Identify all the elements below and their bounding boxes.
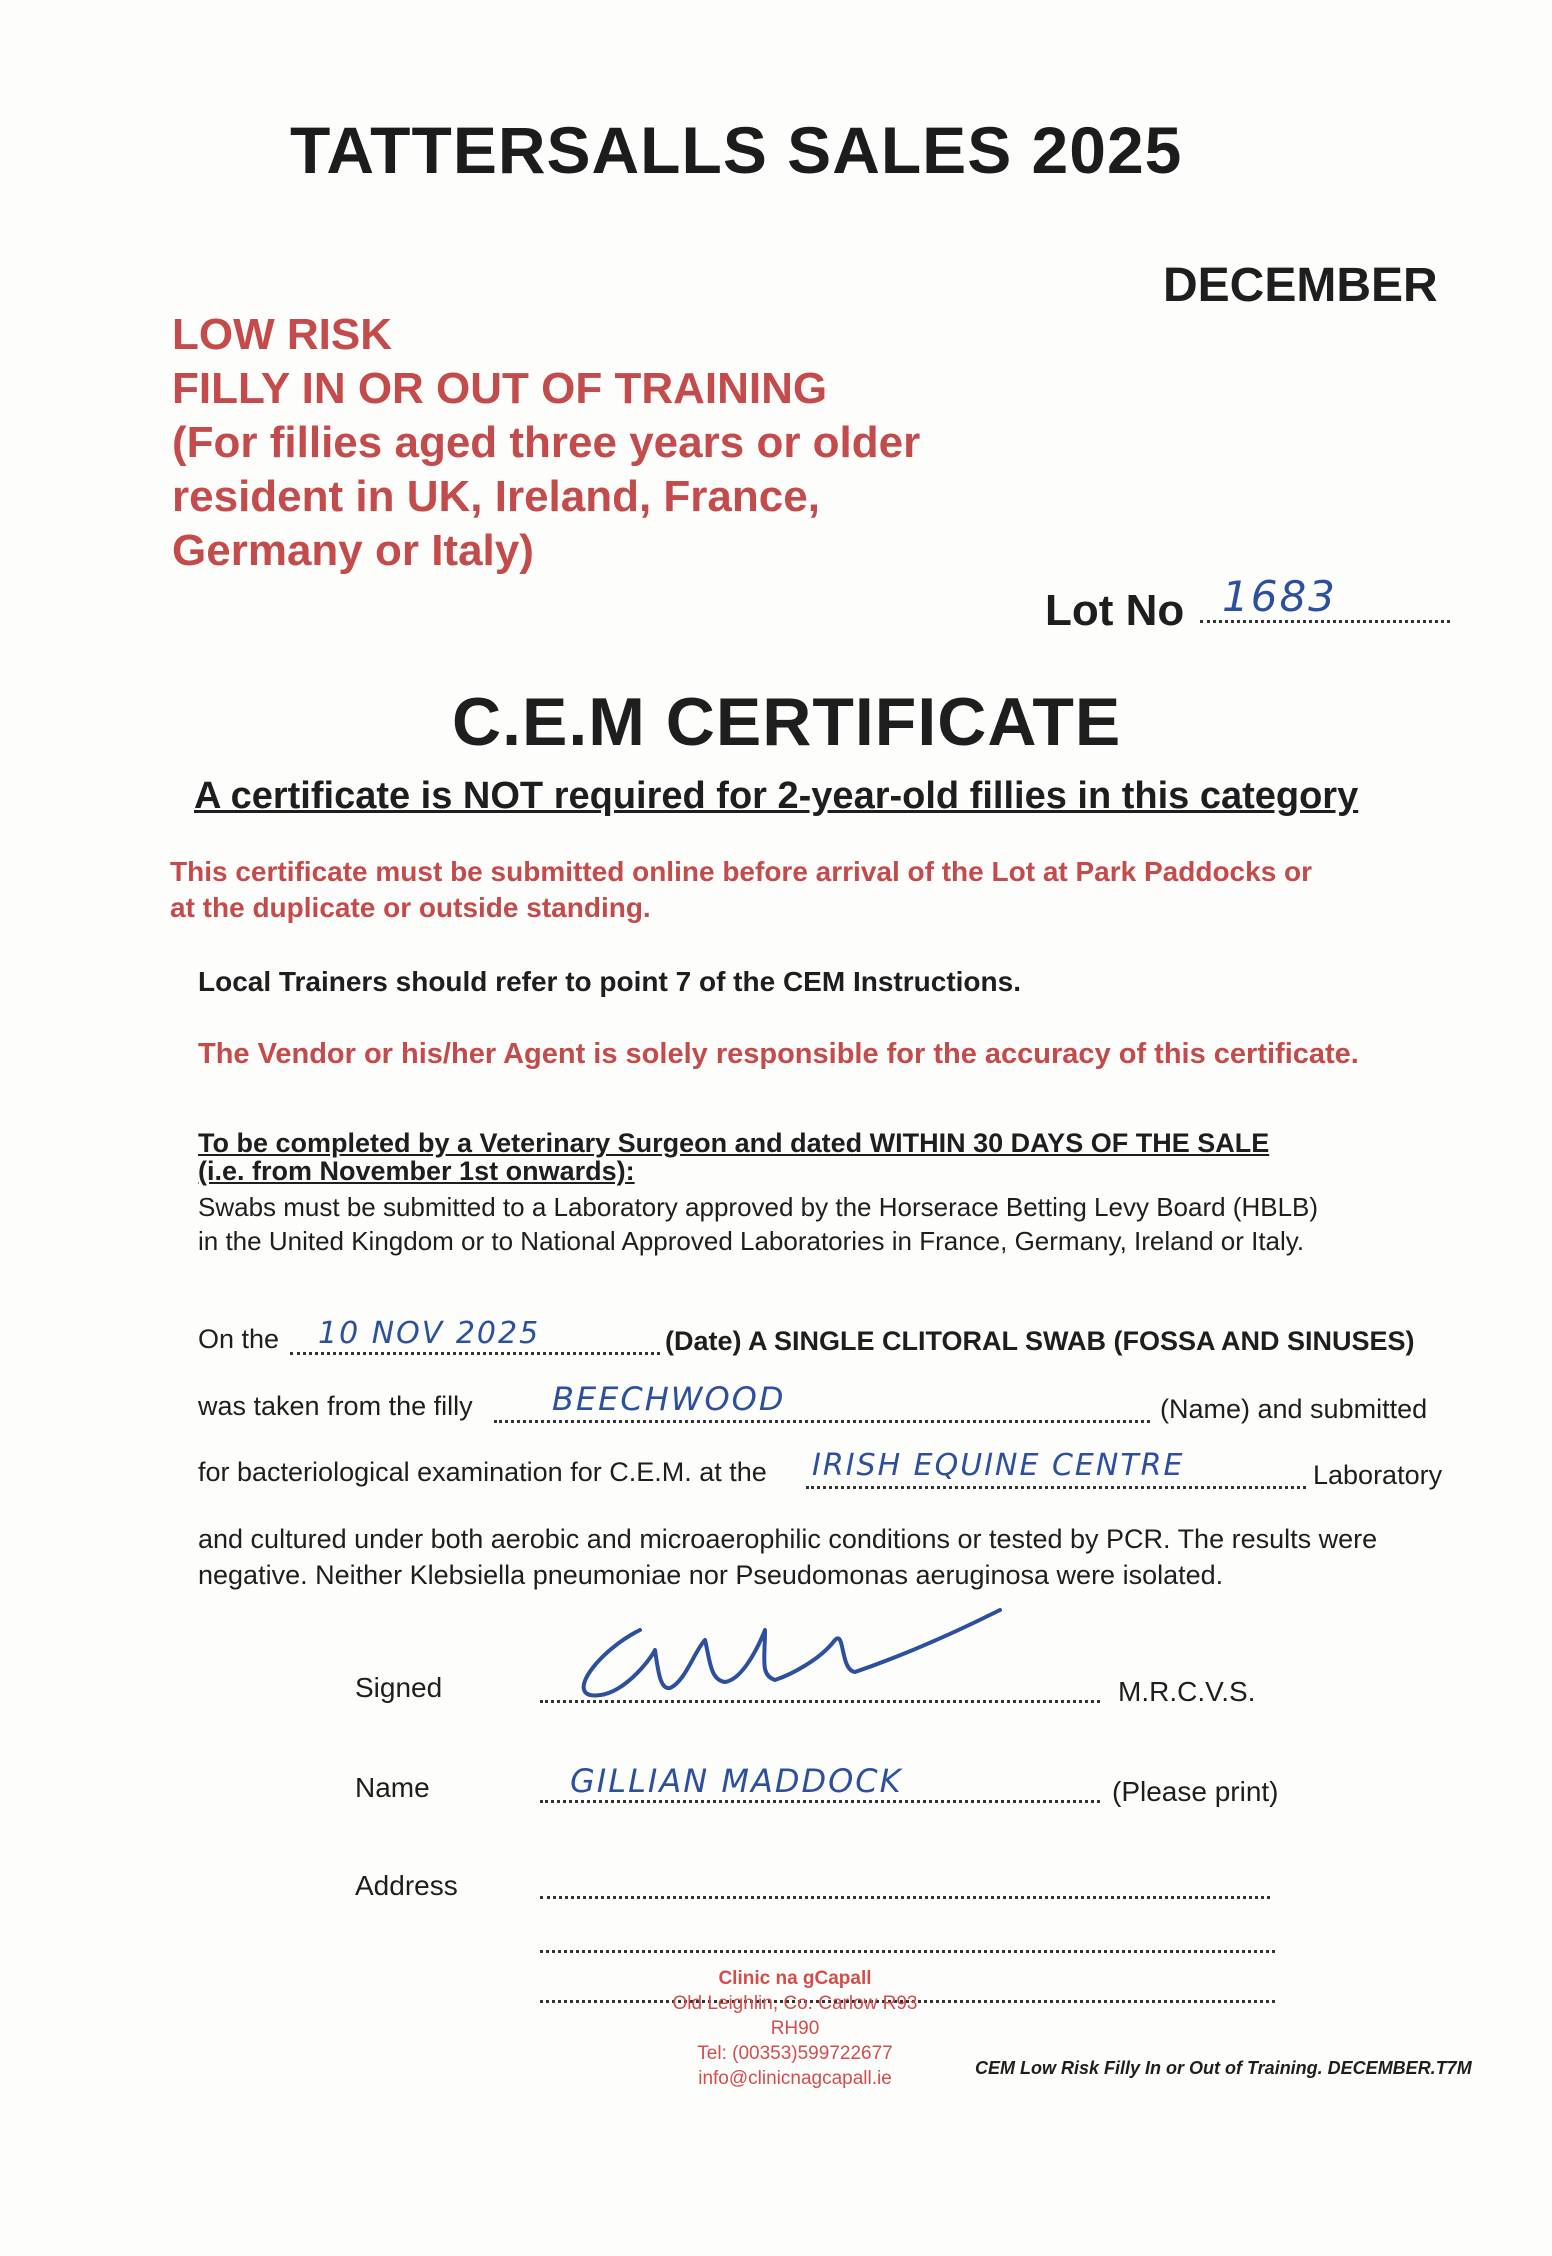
category-line-4: resident in UK, Ireland, France, — [172, 472, 820, 521]
vet-heading-line-1: To be completed by a Veterinary Surgeon and dated WITHIN 30 DAYS OF THE SALE — [198, 1128, 1270, 1158]
laboratory-note-line-1: Swabs must be submitted to a Laboratory approved by the Horserace Betting Levy Board (HBLB) — [198, 1192, 1319, 1222]
local-trainers-note: Local Trainers should refer to point 7 of the CEM Instructions. — [198, 966, 1021, 997]
laboratory-label: Laboratory — [1313, 1460, 1443, 1490]
certificate-title: C.E.M CERTIFICATE — [452, 684, 1122, 760]
date-field-line[interactable] — [290, 1352, 660, 1355]
stamp-phone: Tel: (00353)599722677 — [697, 2043, 893, 2064]
swab-description: (Date) A SINGLE CLITORAL SWAB (FOSSA AND SINUSES) — [665, 1326, 1415, 1356]
taken-from-label: was taken from the filly — [198, 1391, 473, 1421]
form-reference-footer: CEM Low Risk Filly In or Out of Training. DECEMBER.T7M — [975, 2058, 1472, 2078]
vet-name-value: GILLIAN MADDOCK — [570, 1762, 903, 1800]
category-line-3: (For fillies aged three years or older — [172, 418, 921, 467]
address-line-2[interactable] — [540, 1950, 1275, 1953]
submit-notice-line-1: This certificate must be submitted online before arrival of the Lot at Park Paddocks or — [170, 856, 1313, 887]
filly-name-value: BEECHWOOD — [552, 1380, 786, 1418]
category-line-5: Germany or Italy) — [172, 526, 534, 575]
laboratory-note-line-2: in the United Kingdom or to National Approved Laboratories in France, Germany, Ireland or Italy. — [198, 1226, 1305, 1256]
name-submitted-label: (Name) and submitted — [1160, 1394, 1428, 1424]
submit-notice-line-2: at the duplicate or outside standing. — [170, 892, 651, 923]
signed-label: Signed — [355, 1672, 443, 1703]
name-label: Name — [355, 1772, 430, 1803]
vendor-responsibility-note: The Vendor or his/her Agent is solely responsible for the accuracy of this certificate. — [198, 1038, 1359, 1070]
clinic-stamp — [660, 1966, 930, 2091]
stamp-clinic-name: Clinic na gCapall — [718, 1968, 872, 1989]
sale-month: DECEMBER — [1163, 259, 1438, 312]
lot-number-value: 1683 — [1222, 572, 1337, 621]
lab-name-line[interactable] — [806, 1486, 1306, 1489]
vet-name-line[interactable] — [540, 1800, 1100, 1803]
category-line-1: LOW RISK — [172, 310, 392, 359]
filly-name-line[interactable] — [494, 1420, 1150, 1423]
stamp-email: info@clinicnagcapall.ie — [698, 2068, 892, 2089]
address-label: Address — [355, 1870, 458, 1901]
address-line-1[interactable] — [540, 1896, 1270, 1899]
vet-heading-line-2: (i.e. from November 1st onwards): — [198, 1156, 635, 1186]
on-the-label: On the — [198, 1324, 280, 1354]
mrcvs-label: M.R.C.V.S. — [1118, 1676, 1256, 1707]
stamp-address: Old Leighlin, Co. Carlow R93 RH90 — [672, 1993, 918, 2039]
date-field-value: 10 NOV 2025 — [318, 1316, 541, 1351]
exam-label: for bacteriological examination for C.E.M. at the — [198, 1457, 767, 1487]
category-line-2: FILLY IN OR OUT OF TRAINING — [172, 364, 828, 413]
signature-scrawl — [560, 1600, 1020, 1710]
lab-name-value: IRISH EQUINE CENTRE — [812, 1448, 1185, 1483]
results-line-1: and cultured under both aerobic and microaerophilic conditions or tested by PCR. The results were — [198, 1524, 1378, 1554]
not-required-notice: A certificate is NOT required for 2-year-old fillies in this category — [194, 775, 1359, 817]
lot-number-label: Lot No — [1045, 586, 1185, 635]
results-line-2: negative. Neither Klebsiella pneumoniae nor Pseudomonas aeruginosa were isolated. — [198, 1560, 1224, 1590]
document-title: TATTERSALLS SALES 2025 — [290, 113, 1183, 187]
please-print-label: (Please print) — [1112, 1776, 1279, 1807]
